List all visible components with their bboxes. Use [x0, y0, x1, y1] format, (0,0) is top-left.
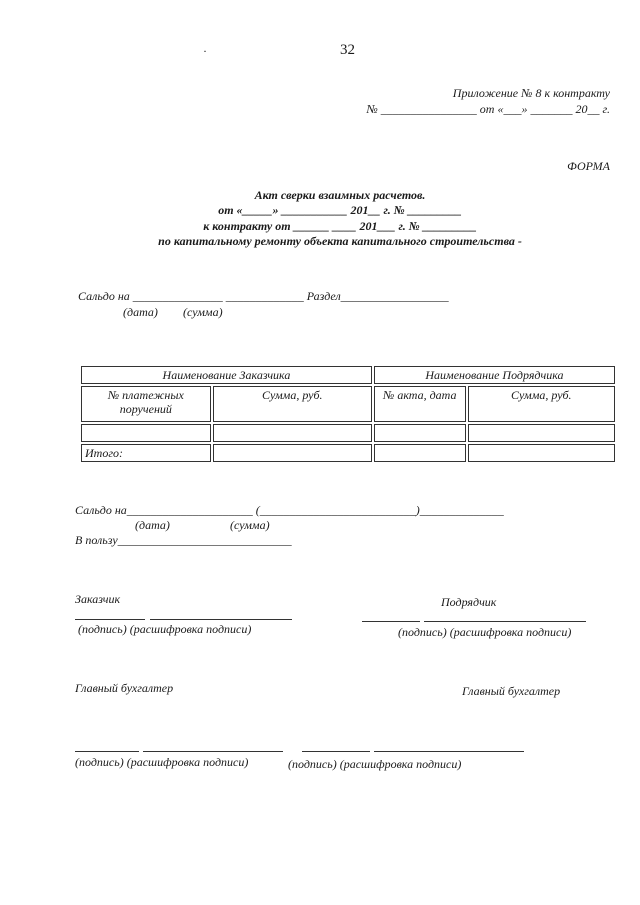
table-cell — [468, 444, 615, 462]
table-column-row — [81, 386, 615, 422]
act-object-line: по капитальному ремонту объекта капитального строительства - — [158, 234, 522, 248]
appendix-line1: Приложение № 8 к контракту — [452, 86, 610, 100]
appendix-line2: № ________________ от «___» _______ 20__ г. — [366, 102, 610, 116]
chief-left-name-line — [143, 751, 283, 752]
table-header-row — [81, 366, 615, 384]
col-payment-orders: № платежных поручений — [81, 386, 211, 422]
contractor-name-line — [424, 621, 586, 622]
saldo-start-line: Сальдо на _______________ _____________ Раздел__________________ — [78, 289, 449, 303]
contractor-label: Подрядчик — [441, 595, 497, 609]
col-contractor-sum: Сумма, руб. — [468, 386, 615, 422]
table-cell — [213, 444, 372, 462]
saldo-start-sum-caption: (сумма) — [183, 305, 223, 319]
customer-header: Наименование Заказчика — [81, 366, 372, 384]
customer-label: Заказчик — [75, 592, 121, 606]
saldo-end-sum-caption: (сумма) — [230, 518, 270, 532]
table-cell — [374, 444, 466, 462]
chief-left-caption: (подпись) (расшифровка подписи) — [75, 755, 249, 769]
page-number: 32 — [340, 42, 355, 58]
customer-name-line — [150, 619, 292, 620]
table-cell — [374, 424, 466, 442]
chief-left-sign-line — [75, 751, 139, 752]
saldo-end-date-caption: (дата) — [135, 518, 170, 532]
table-row — [81, 424, 615, 442]
customer-sign-line — [75, 619, 145, 620]
customer-sign-caption: (подпись) (расшифровка подписи) — [78, 622, 252, 636]
chief-accountant-right-label: Главный бухгалтер — [462, 684, 561, 698]
chief-right-sign-line — [302, 751, 370, 752]
reconciliation-table — [79, 364, 617, 464]
chief-right-caption: (подпись) (расшифровка подписи) — [288, 757, 462, 771]
col-act-date: № акта, дата — [374, 386, 466, 422]
chief-accountant-left-label: Главный бухгалтер — [75, 681, 174, 695]
stray-mark: · — [203, 44, 207, 58]
table-total-row — [81, 444, 615, 462]
total-label: Итого: — [81, 444, 211, 462]
act-date-line: от «_____» ___________ 201__ г. № _________ — [218, 203, 462, 217]
in-favor-line: В пользу_____________________________ — [75, 533, 292, 547]
saldo-end-line: Сальдо на_____________________ (__________________________)______________ — [75, 503, 504, 517]
col-customer-sum: Сумма, руб. — [213, 386, 372, 422]
contractor-sign-caption: (подпись) (расшифровка подписи) — [398, 625, 572, 639]
table-cell — [468, 424, 615, 442]
saldo-start-date-caption: (дата) — [123, 305, 158, 319]
contractor-header: Наименование Подрядчика — [374, 366, 615, 384]
act-contract-line: к контракту от ______ ____ 201___ г. № _________ — [203, 219, 477, 233]
form-label: ФОРМА — [567, 159, 610, 173]
chief-right-name-line — [374, 751, 524, 752]
table-cell — [213, 424, 372, 442]
contractor-sign-line — [362, 621, 420, 622]
table-cell — [81, 424, 211, 442]
act-title: Акт сверки взаимных расчетов. — [254, 188, 426, 202]
